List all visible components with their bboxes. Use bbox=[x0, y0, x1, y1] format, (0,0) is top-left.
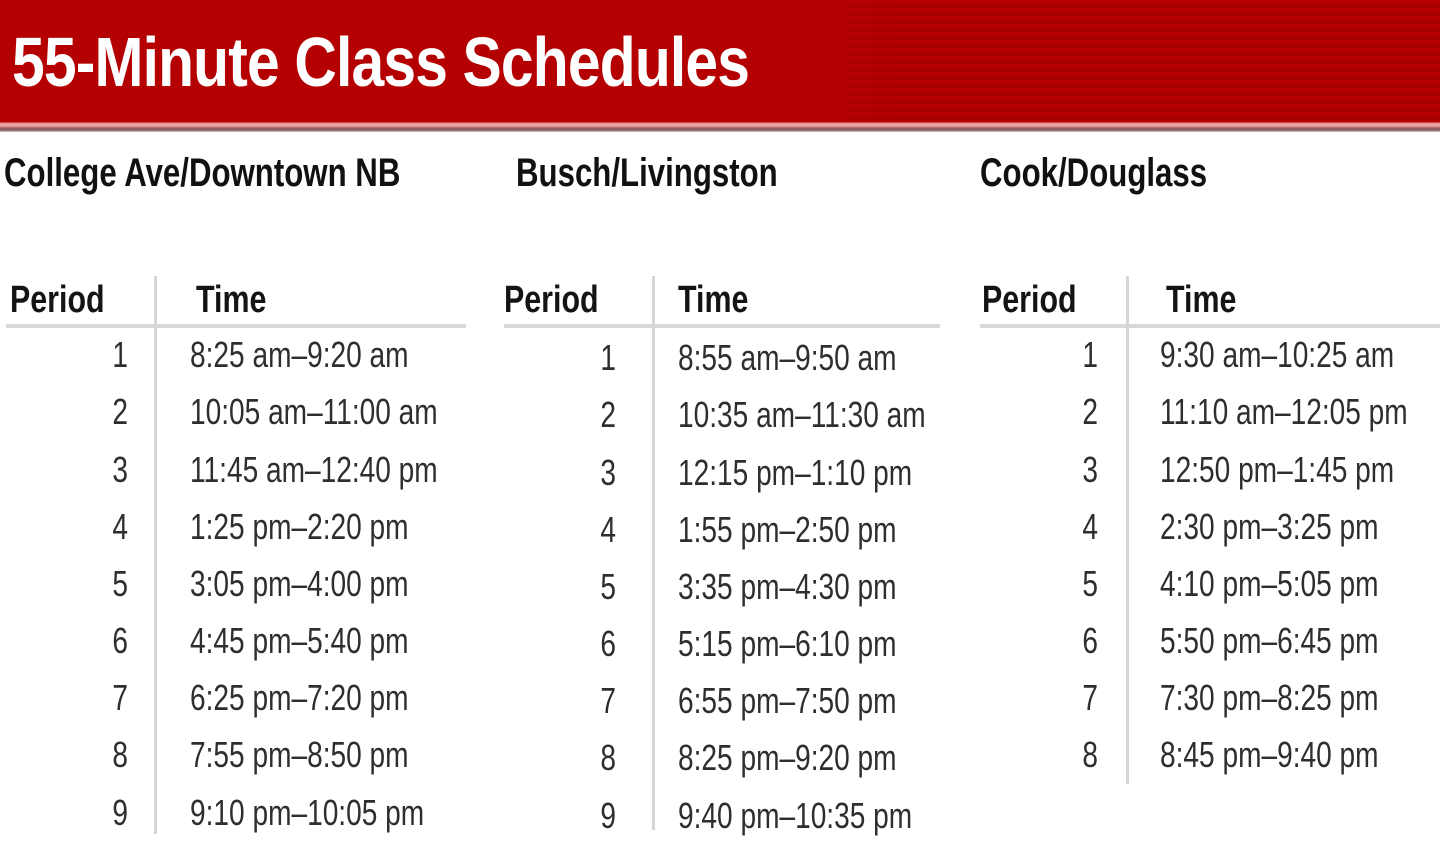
period-time: 8:25 am–9:20 am bbox=[190, 334, 409, 375]
period-time: 2:30 pm–3:25 pm bbox=[1160, 506, 1379, 547]
period-number: 1 bbox=[1082, 334, 1098, 375]
period-time: 7:55 pm–8:50 pm bbox=[190, 734, 409, 775]
period-number: 5 bbox=[600, 566, 616, 607]
column-header-time: Time bbox=[678, 279, 749, 321]
period-time: 6:25 pm–7:20 pm bbox=[190, 677, 409, 718]
campus-title-busch-livingston: Busch/Livingston bbox=[516, 151, 778, 195]
period-time: 4:45 pm–5:40 pm bbox=[190, 620, 409, 661]
period-time: 9:10 pm–10:05 pm bbox=[190, 792, 425, 833]
period-time: 9:40 pm–10:35 pm bbox=[678, 795, 913, 836]
period-number: 5 bbox=[112, 563, 128, 604]
period-time: 3:35 pm–4:30 pm bbox=[678, 566, 897, 607]
period-number: 8 bbox=[600, 737, 616, 778]
period-time: 3:05 pm–4:00 pm bbox=[190, 563, 409, 604]
period-number: 4 bbox=[600, 509, 616, 550]
period-number: 6 bbox=[1082, 620, 1098, 661]
header-underline bbox=[6, 324, 466, 328]
period-time: 8:25 pm–9:20 pm bbox=[678, 737, 897, 778]
banner-divider bbox=[0, 122, 1440, 132]
period-number: 3 bbox=[600, 452, 616, 493]
period-number: 2 bbox=[112, 391, 128, 432]
period-time: 4:10 pm–5:05 pm bbox=[1160, 563, 1379, 604]
period-number: 7 bbox=[600, 680, 616, 721]
campus-title-cook-douglass: Cook/Douglass bbox=[980, 151, 1208, 195]
period-number: 8 bbox=[1082, 734, 1098, 775]
period-number: 6 bbox=[600, 623, 616, 664]
period-number: 8 bbox=[112, 734, 128, 775]
column-divider bbox=[652, 276, 655, 830]
period-time: 11:45 am–12:40 pm bbox=[190, 449, 438, 490]
period-number: 4 bbox=[1082, 506, 1098, 547]
period-time: 9:30 am–10:25 am bbox=[1160, 334, 1395, 375]
period-number: 2 bbox=[600, 394, 616, 435]
period-number: 6 bbox=[112, 620, 128, 661]
period-time: 1:25 pm–2:20 pm bbox=[190, 506, 409, 547]
period-time: 7:30 pm–8:25 pm bbox=[1160, 677, 1379, 718]
period-time: 10:05 am–11:00 am bbox=[190, 391, 438, 432]
period-time: 12:50 pm–1:45 pm bbox=[1160, 449, 1395, 490]
column-header-period: Period bbox=[10, 279, 105, 321]
period-number: 9 bbox=[600, 795, 616, 836]
period-time: 10:35 am–11:30 am bbox=[678, 394, 926, 435]
period-time: 8:45 pm–9:40 pm bbox=[1160, 734, 1379, 775]
period-number: 5 bbox=[1082, 563, 1098, 604]
period-time: 5:50 pm–6:45 pm bbox=[1160, 620, 1379, 661]
column-header-period: Period bbox=[504, 279, 599, 321]
period-number: 4 bbox=[112, 506, 128, 547]
period-time: 5:15 pm–6:10 pm bbox=[678, 623, 897, 664]
column-header-period: Period bbox=[982, 279, 1077, 321]
period-number: 7 bbox=[112, 677, 128, 718]
period-number: 3 bbox=[1082, 449, 1098, 490]
period-number: 3 bbox=[112, 449, 128, 490]
column-divider bbox=[154, 276, 157, 834]
period-number: 1 bbox=[600, 337, 616, 378]
column-header-time: Time bbox=[1166, 279, 1237, 321]
period-number: 2 bbox=[1082, 391, 1098, 432]
period-time: 12:15 pm–1:10 pm bbox=[678, 452, 913, 493]
column-header-time: Time bbox=[196, 279, 267, 321]
page-title: 55-Minute Class Schedules bbox=[12, 23, 750, 101]
period-time: 8:55 am–9:50 am bbox=[678, 337, 897, 378]
period-number: 9 bbox=[112, 792, 128, 833]
period-number: 1 bbox=[112, 334, 128, 375]
period-time: 1:55 pm–2:50 pm bbox=[678, 509, 897, 550]
period-time: 6:55 pm–7:50 pm bbox=[678, 680, 897, 721]
period-time: 11:10 am–12:05 pm bbox=[1160, 391, 1408, 432]
header-underline bbox=[504, 324, 940, 328]
column-divider bbox=[1126, 276, 1129, 784]
campus-title-college-ave: College Ave/Downtown NB bbox=[4, 151, 401, 195]
title-banner bbox=[0, 0, 1440, 122]
period-number: 7 bbox=[1082, 677, 1098, 718]
header-underline bbox=[980, 324, 1440, 328]
